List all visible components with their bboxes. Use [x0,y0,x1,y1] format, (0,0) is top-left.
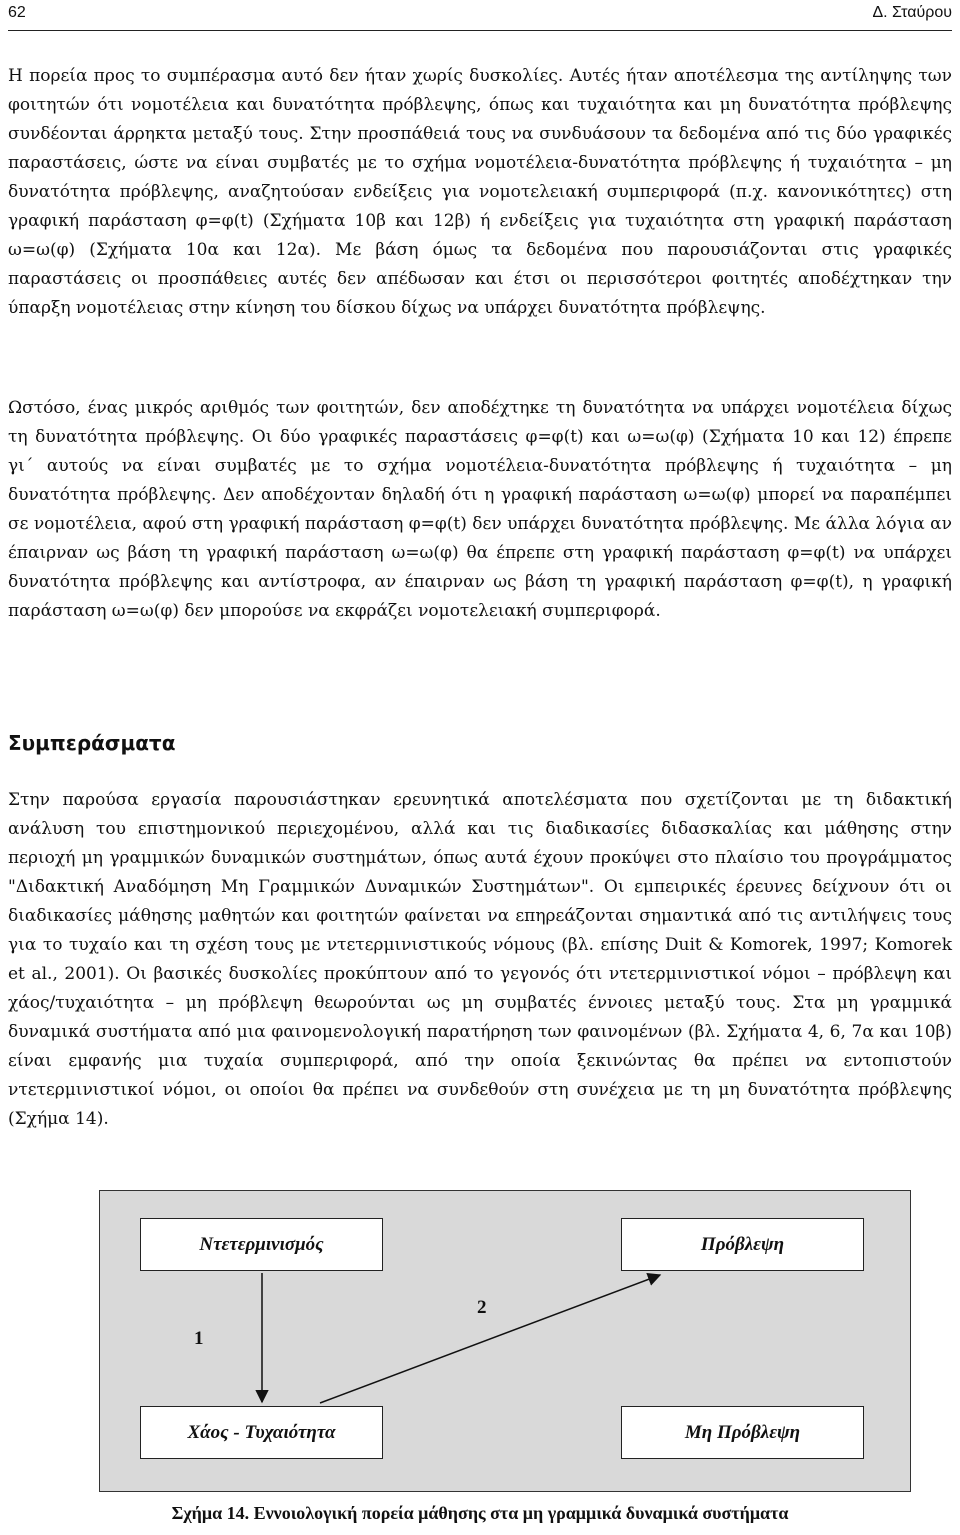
box-chaos-randomness: Χάος - Τυχαιότητα [140,1406,383,1459]
paragraph-3: Στην παρούσα εργασία παρουσιάστηκαν ερευνητικά αποτελέσματα που σχετίζονται με τη διδακτική ανάλυση του επιστημονικού περιεχομένου, αλλά και τις διαδικασίες διδασκαλίας και μάθησης στην περιοχή μη γραμμικών δυναμικών συστημάτων, όπως αυτά έχουν προκύψει στο πλαίσιο του προγράμματος "Διδακτική Αναδόμηση Μη Γραμμικών Δυναμικών Συστημάτων". Οι εμπειρικές έρευνες δείχνουν ότι οι διαδικασίες μάθησης μαθητών και φοιτητών φαίνεται να επηρεάζονται σημαντικά από τις αντιλήψεις τους για το τυχαίο και τη σχέση τους με ντετερμινιστικούς νόμους (βλ. επίσης Duit & Komorek, 1997; Komorek et al., 2001). Οι βασικές δυσκολίες προκύπτουν από το γεγονός ότι ντετερμινιστικοί νόμοι – πρόβλεψη και χάος/τυχαιότητα – μη πρόβλεψη θεωρούνται ως μη συμβατές έννοιες μεταξύ τους. Στα μη γραμμικά δυναμικά συστήματα από μια φαινομενολογική παρατήρηση των φαινομένων (βλ. Σχήματα 4, 6, 7α και 10β) είναι εμφανής μια τυχαία συμπεριφορά, από την οποία ξεκινώντας θα πρέπει να εντοπιστούν ντετερμινιστικοί νόμοι, οι οποίοι θα πρέπει να συνδεθούν στη συνέχεια με τη μη δυνατότητα πρόβλεψης (Σχήμα 14). [8,790,952,1129]
figure-14-diagram [99,1190,911,1492]
box-determinism: Ντετερμινισμός [140,1218,383,1271]
page-number: 62 [8,4,26,21]
paragraph-1: Η πορεία προς το συμπέρασμα αυτό δεν ήταν χωρίς δυσκολίες. Αυτές ήταν αποτέλεσμα της αντίληψης των φοιτητών ότι νομοτέλεια και δυνατότητα πρόβλεψης, όπως και τυχαιότητα και μη δυνατότητα πρόβλεψης συνδέονται άρρηκτα μεταξύ τους. Στην προσπάθειά τους να συνδυάσουν τα δεδομένα από τις δύο γραφικές παραστάσεις, ώστε να είναι συμβατές με το σχήμα νομοτέλεια-δυνατότητα πρόβλεψης ή τυχαιότητα – μη δυνατότητα πρόβλεψης, αναζητούσαν ενδείξεις για νομοτελειακή συμπεριφορά (π.χ. κανονικότητες) στη γραφική παράσταση φ=φ(t) (Σχήματα 10β και 12β) ή ενδείξεις για τυχαιότητα στη γραφική παράσταση ω=ω(φ) (Σχήματα 10α και 12α). Με βάση όμως τα δεδομένα που παρουσιάζονται στις γραφικές παραστάσεις οι προσπάθειες αυτές δεν απέδωσαν και έτσι οι περισσότεροι φοιτητές αποδέχτηκαν την ύπαρξη νομοτέλειας στην κίνηση του δίσκου δίχως να υπάρχει δυνατότητα πρόβλεψης. [8,66,952,318]
running-author: Δ. Σταύρου [872,4,952,21]
paragraph-2: Ωστόσο, ένας μικρός αριθμός των φοιτητών, δεν αποδέχτηκε τη δυνατότητα να υπάρχει νομοτέλεια δίχως τη δυνατότητα πρόβλεψης. Οι δύο γραφικές παραστάσεις φ=φ(t) και ω=ω(φ) (Σχήματα 10 και 12) έπρεπε γι΄ αυτούς να είναι συμβατές με το σχήμα νομοτέλεια-δυνατότητα πρόβλεψης ή τυχαιότητα – μη δυνατότητα πρόβλεψης. Δεν αποδέχονταν δηλαδή ότι η γραφική παράσταση ω=ω(φ) μπορεί να παραπέμπει σε νομοτέλεια, αφού στη γραφική παράσταση φ=φ(t) δεν υπάρχει δυνατότητα πρόβλεψης. Με άλλα λόγια αν έπαιρναν ως βάση τη γραφική παράσταση ω=ω(φ) θα έπρεπε στη γραφική παράσταση φ=φ(t) να υπάρχει δυνατότητα πρόβλεψης και αντίστροφα, αν έπαιρναν ως βάση τη γραφική παράσταση φ=φ(t), η γραφική παράσταση ω=ω(φ) δεν μπορούσε να εκφράζει νομοτελειακή συμπεριφορά. [8,398,952,621]
arrow-label-1: 1 [194,1328,204,1349]
box-prediction: Πρόβλεψη [621,1218,864,1271]
box-no-prediction: Μη Πρόβλεψη [621,1406,864,1459]
section-heading-conclusions: Συμπεράσματα [8,731,176,755]
page-header [8,0,952,31]
arrow-label-2: 2 [477,1297,487,1318]
figure-caption: Σχήμα 14. Εννοιολογική πορεία μάθησης στα μη γραμμικά δυναμικά συστήματα [171,1503,789,1523]
arrow-2-chaos-to-prediction [320,1275,660,1403]
